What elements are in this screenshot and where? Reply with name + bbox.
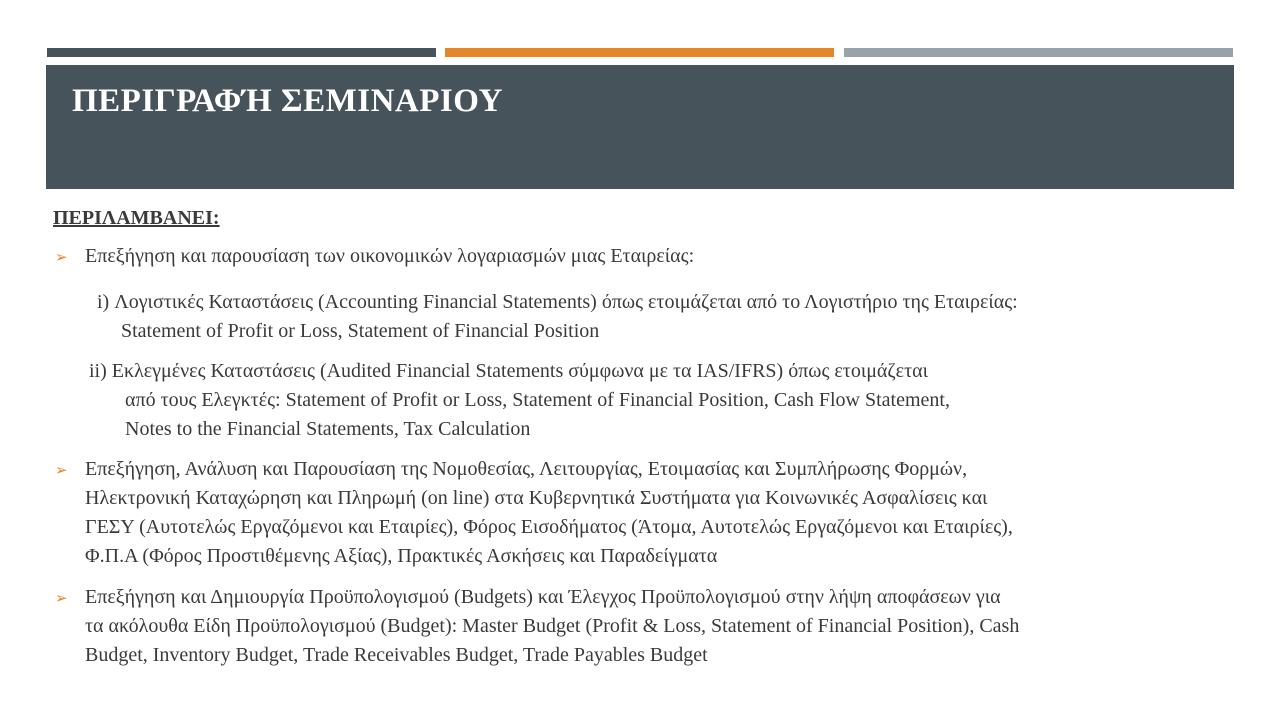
accent-bar-gray — [844, 48, 1233, 57]
slide-title: ΠΕΡΙΓΡΑΦΉ ΣΕΜΙΝΑΡΙΟΥ — [72, 83, 503, 119]
arrow-bullet-icon: ➢ — [55, 589, 68, 607]
subitem-text-line: Notes to the Financial Statements, Tax Calculation — [125, 418, 531, 440]
arrow-bullet-icon: ➢ — [55, 461, 68, 479]
bullet-text-line: Φ.Π.Α (Φόρος Προστιθέμενης Αξίας), Πρακτικές Ασκήσεις και Παραδείγματα — [85, 545, 718, 567]
bullet-text-line: Budget, Inventory Budget, Trade Receivables Budget, Trade Payables Budget — [85, 644, 708, 666]
bullet-text-line: Επεξήγηση και Δημιουργία Προϋπολογισμού (Budgets) και Έλεγχος Προϋπολογισμού στην λήψη αποφάσεων για — [85, 586, 1001, 608]
subitem-text-line: από τους Ελεγκτές: Statement of Profit or Loss, Statement of Financial Position, Cash Flow Statement, — [125, 389, 950, 411]
bullet-item-budgets — [53, 583, 1223, 670]
bullet-text-line: Επεξήγηση και παρουσίαση των οικονομικών λογαριασμών μιας Εταιρείας: — [85, 245, 695, 267]
title-band — [46, 65, 1234, 189]
accent-bar-orange — [445, 48, 834, 57]
subitem-text-line: i) Λογιστικές Καταστάσεις (Accounting Financial Statements) όπως ετοιμάζεται από το Λογιστήριο της Εταιρείας: — [97, 291, 1018, 313]
bullet-item-legislation-forms — [53, 455, 1223, 571]
slide-content — [53, 204, 1223, 670]
bullet-text-line: ΓΕΣΥ (Αυτοτελώς Εργαζόμενοι και Εταιρίες), Φόρος Εισοδήματος (Άτομα, Αυτοτελώς Εργαζόμενοι και Εταιρίες), — [85, 516, 1013, 538]
bullet-text-line: Ηλεκτρονική Καταχώρηση και Πληρωμή (on line) στα Κυβερνητικά Συστήματα για Κοινωνικές Ασφαλίσεις και — [85, 487, 988, 509]
bullet-text-line: τα ακόλουθα Είδη Προϋπολογισμού (Budget): Master Budget (Profit & Loss, Statement of Financial Position), Cash — [85, 615, 1020, 637]
bullet-item-financial-accounts — [53, 242, 1223, 271]
section-heading: ΠΕΡΙΛΑΜΒΑΝΕΙ: — [53, 207, 220, 229]
accent-bar-dark — [47, 48, 436, 57]
subitem-text-line: Statement of Profit or Loss, Statement of Financial Position — [121, 320, 600, 342]
subitem-text-line: ii) Εκλεγμένες Καταστάσεις (Audited Financial Statements σύμφωνα με τα IAS/IFRS) όπως ετοιμάζεται — [89, 360, 928, 382]
arrow-bullet-icon: ➢ — [55, 248, 68, 266]
subitem-audited-statements — [89, 357, 1223, 444]
bullet-text-line: Επεξήγηση, Ανάλυση και Παρουσίαση της Νομοθεσίας, Λειτουργίας, Ετοιμασίας και Συμπλήρωσης Φορμών, — [85, 458, 968, 480]
subitem-accounting-statements — [97, 288, 1223, 346]
